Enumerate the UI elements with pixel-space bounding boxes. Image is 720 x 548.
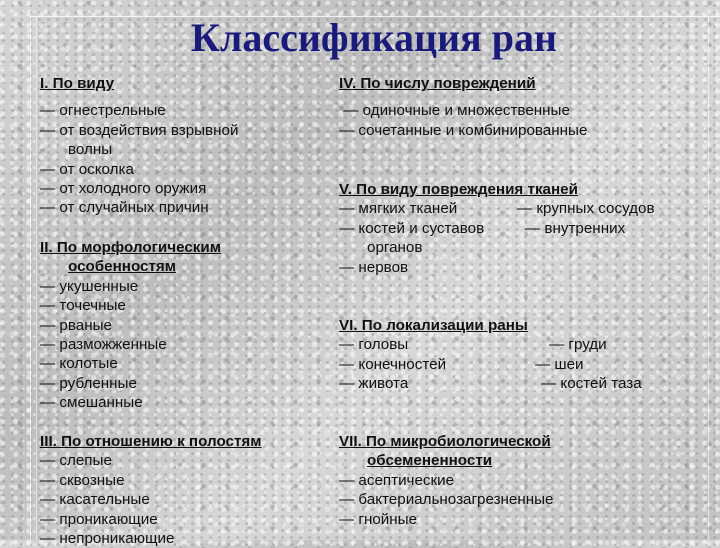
frame-line: [30, 16, 31, 540]
section-morphology: [40, 238, 221, 413]
section-by-count: [339, 74, 587, 140]
section-header: IV. По числу повреждений: [339, 75, 536, 92]
section-location: [339, 316, 642, 394]
list-item: — одиночные и множественные: [339, 102, 570, 120]
section-header: VII. По микробиологической: [339, 433, 551, 450]
list-item: — от воздействия взрывной: [40, 121, 239, 139]
section-cavities: [40, 432, 262, 548]
section-header: обсемененности: [367, 452, 493, 470]
list-item: — колотые: [40, 355, 118, 373]
frame-line: [36, 16, 37, 540]
list-item: — точечные: [40, 297, 126, 315]
section-by-type: [40, 74, 238, 218]
list-item: — сквозные: [40, 471, 125, 489]
section-header: II. По морфологическим: [40, 239, 221, 256]
section-microbiology: [339, 432, 554, 529]
section-header: III. По отношению к полостям: [40, 433, 262, 450]
list-item: — гнойные: [339, 510, 418, 528]
list-item: — от осколка: [40, 160, 134, 178]
list-item: — рваные: [40, 316, 112, 334]
list-item: — сочетанные и комбинированные: [339, 121, 588, 139]
section-header: VI. По локализации раны: [339, 317, 528, 334]
list-item: органов: [367, 239, 423, 257]
list-item: — бактериальнозагрезненные: [339, 491, 554, 509]
section-header: особенностям: [68, 258, 177, 276]
list-item: — огнестрельные: [40, 102, 166, 120]
section-tissue: [339, 180, 655, 277]
frame-line: [708, 16, 709, 540]
list-item: — слепые: [40, 452, 112, 470]
list-item: — рубленные: [40, 374, 137, 392]
list-item: — смешанные: [40, 394, 143, 412]
list-item: — конечностей: [339, 355, 447, 373]
list-item: — непроникающие: [40, 530, 175, 548]
section-header: V. По виду повреждения тканей: [339, 181, 578, 198]
list-item: — мягких тканей: [339, 200, 458, 218]
section-header: I. По виду: [40, 75, 115, 92]
list-item: — укушенные: [40, 277, 139, 295]
list-item: — крупных сосудов: [517, 200, 655, 218]
list-item: — от холодного оружия: [40, 180, 207, 198]
list-item: — груди: [549, 336, 607, 354]
list-item: — от случайных причин: [40, 199, 209, 217]
list-item: — головы: [339, 336, 409, 354]
list-item: — живота: [339, 375, 409, 393]
list-item: — внутренних: [525, 219, 626, 237]
slide-title: Классификация ран: [190, 15, 558, 60]
list-item: — костей таза: [541, 375, 642, 393]
list-item: — костей и суставов: [339, 219, 485, 237]
list-item: — проникающие: [40, 510, 158, 528]
list-item: волны: [68, 141, 113, 159]
list-item: — нервов: [339, 258, 409, 276]
list-item: — касательные: [40, 491, 150, 509]
list-item: — шеи: [535, 355, 584, 373]
list-item: — разможженные: [40, 336, 167, 354]
list-item: — асептические: [339, 471, 455, 489]
